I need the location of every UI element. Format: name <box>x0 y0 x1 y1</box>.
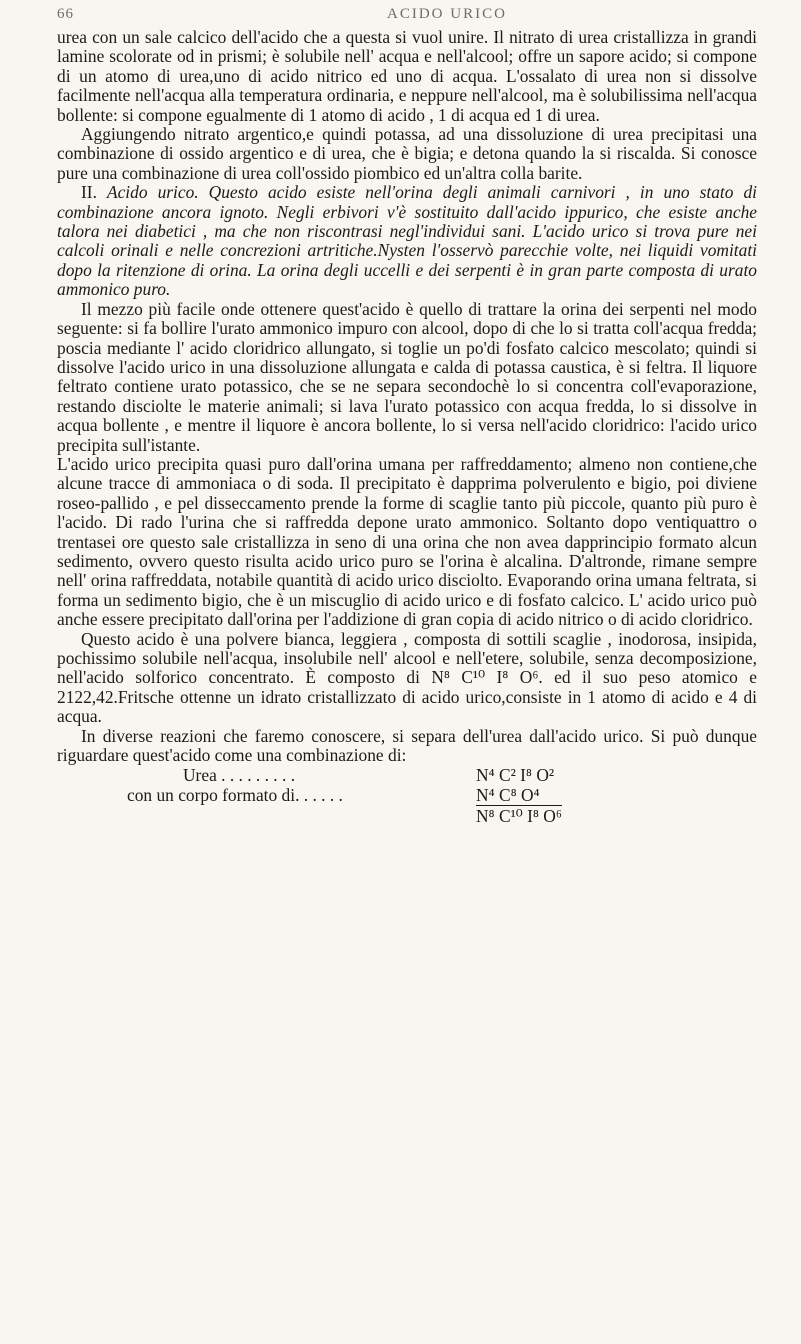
paragraph: Questo acido è una polvere bianca, leggiera , composta di sottili scaglie , inodorosa, insipida, pochissimo solubile nell'acqua, insolubile nell' alcool e nell'etere, solubile, senza decomposizione, nell'acido solforico concentrato. È composto di N⁸ C¹⁰ I⁸ O⁶. ed il suo peso atomico e 2122,42.Fritsche ottenne un idrato cristallizzato di acido urico,consiste in 1 atomo di acido e 4 di acqua. <box>57 628 757 727</box>
paragraph: urea con un sale calcico dell'acido che a questa si vuol unire. Il nitrato di urea cristallizza in grandi lamine scolorate od in prismi; è solubile nell' acqua e nell'alcool; offre un sapore acido; si compone di un atomo di urea,uno di acido nitrico ed uno di acqua. L'ossalato di urea non si dissolve facilmente nell'acqua alla temperatura ordinaria, e neppure nell'alcool, ma è solubilissima nell'acqua bollente: si compone egualmente di 1 atomo di acido , 1 di acqua ed 1 di urea. <box>57 27 757 125</box>
formula-label-body: con un corpo formato di. . . . . . <box>127 785 343 806</box>
formula-value-body: N⁴ C⁸ O⁴ <box>476 785 540 806</box>
page-body <box>57 28 757 827</box>
section-paragraph-text: urico. Questo acido esiste nell'orina degli animali carnivori , in uno stato di combinazione ancora ignoto. Negli erbivori v'è sostituito dall'acido ippurico, che esiste anche talora nei diabetici , ma che non riscontrasi negl'individui sani. L'acido urico si trova pure nei calcoli orinali e nelle concrezioni artritiche.Nysten l'osservò parecchie volte, nei liquidi vomitati dopo la ritenzione di orina. La orina degli uccelli e dei serpenti è in gran parte composta di urato ammonico puro. <box>57 182 757 300</box>
formula-row-total <box>57 805 757 825</box>
section-paragraph <box>57 183 757 299</box>
paragraph: Aggiungendo nitrato argentico,e quindi potassa, ad una dissoluzione di urea precipitasi una combinazione di ossido argentico e di urea, che è bigia; e detona quando la si riscalda. Si conosce pure una combinazione di urea coll'ossido piombico ed un'altra colla barite. <box>57 124 757 183</box>
section-title: Acido <box>106 182 148 203</box>
paragraph: L'acido urico precipita quasi puro dall'orina umana per raffreddamento; almeno non contiene,che alcune tracce di ammoniaca o di soda. Il precipitato è dapprima polverulento e bigio, poi diviene roseo-pallido , e pel disseccamento prende la forme di scaglie tanto più piccole, quanto più puro è l'acido. Di rado l'urina che si raffredda depone urato ammonico. Soltanto dopo ventiquattro o trentasei ore questo sale cristallizza in seno di una orina che non avea dapprincipio formato alcun sedimento, ovvero questo risulta acido urico puro se l'orina è alcalina. D'altronde, rimane sempre nell' orina raffreddata, notabile quantità di acido urico disciolto. Evaporando orina umana feltrata, si forma un sedimento bigio, che è un miscuglio di acido urico e di fosfato calcico. L' acido urico può anche essere precipitato dall'orina per l'addizione di gran copia di acido nitrico o di acido cloridrico. <box>57 453 757 630</box>
page-number: 66 <box>57 6 74 22</box>
section-number: II. <box>81 182 97 203</box>
paragraph: In diverse reazioni che faremo conoscere, si separa dell'urea dall'acido urico. Si può dunque riguardare quest'acido come una combinazione di: <box>57 725 757 766</box>
running-title: ACIDO URICO <box>387 6 507 22</box>
formula-label-urea: Urea . . . . . . . . . <box>183 765 296 786</box>
formula-row-body <box>57 785 757 805</box>
paragraph: Il mezzo più facile onde ottenere quest'acido è quello di trattare la orina dei serpenti nel modo seguente: si fa bollire l'urato ammonico impuro con alcool, dopo di che lo si tratta coll'acqua fredda; poscia mediante l' acido cloridrico allungato, si toglie un po'di fosfato calcico mescolato; quindi si dissolve l'acido urico in una dissoluzione allungata e calda di potassa caustica, è si feltra. Il liquore feltrato contiene urato potassico, che se ne separa secondochè lo si concentra coll'evaporazione, restando disciolte le materie animali; si lava l'urato potassico con acqua fredda, lo si dissolve in acqua bollente , e mentre il liquore è ancora bollente, lo si versa nell'acido cloridrico: l'acido urico precipita sull'istante. <box>57 298 757 455</box>
running-header <box>57 6 757 28</box>
composition-formula <box>57 765 757 827</box>
formula-row-urea <box>57 765 757 785</box>
formula-value-urea: N⁴ C² I⁸ O² <box>476 765 555 786</box>
formula-value-total: N⁸ C¹⁰ I⁸ O⁶ <box>476 806 562 827</box>
